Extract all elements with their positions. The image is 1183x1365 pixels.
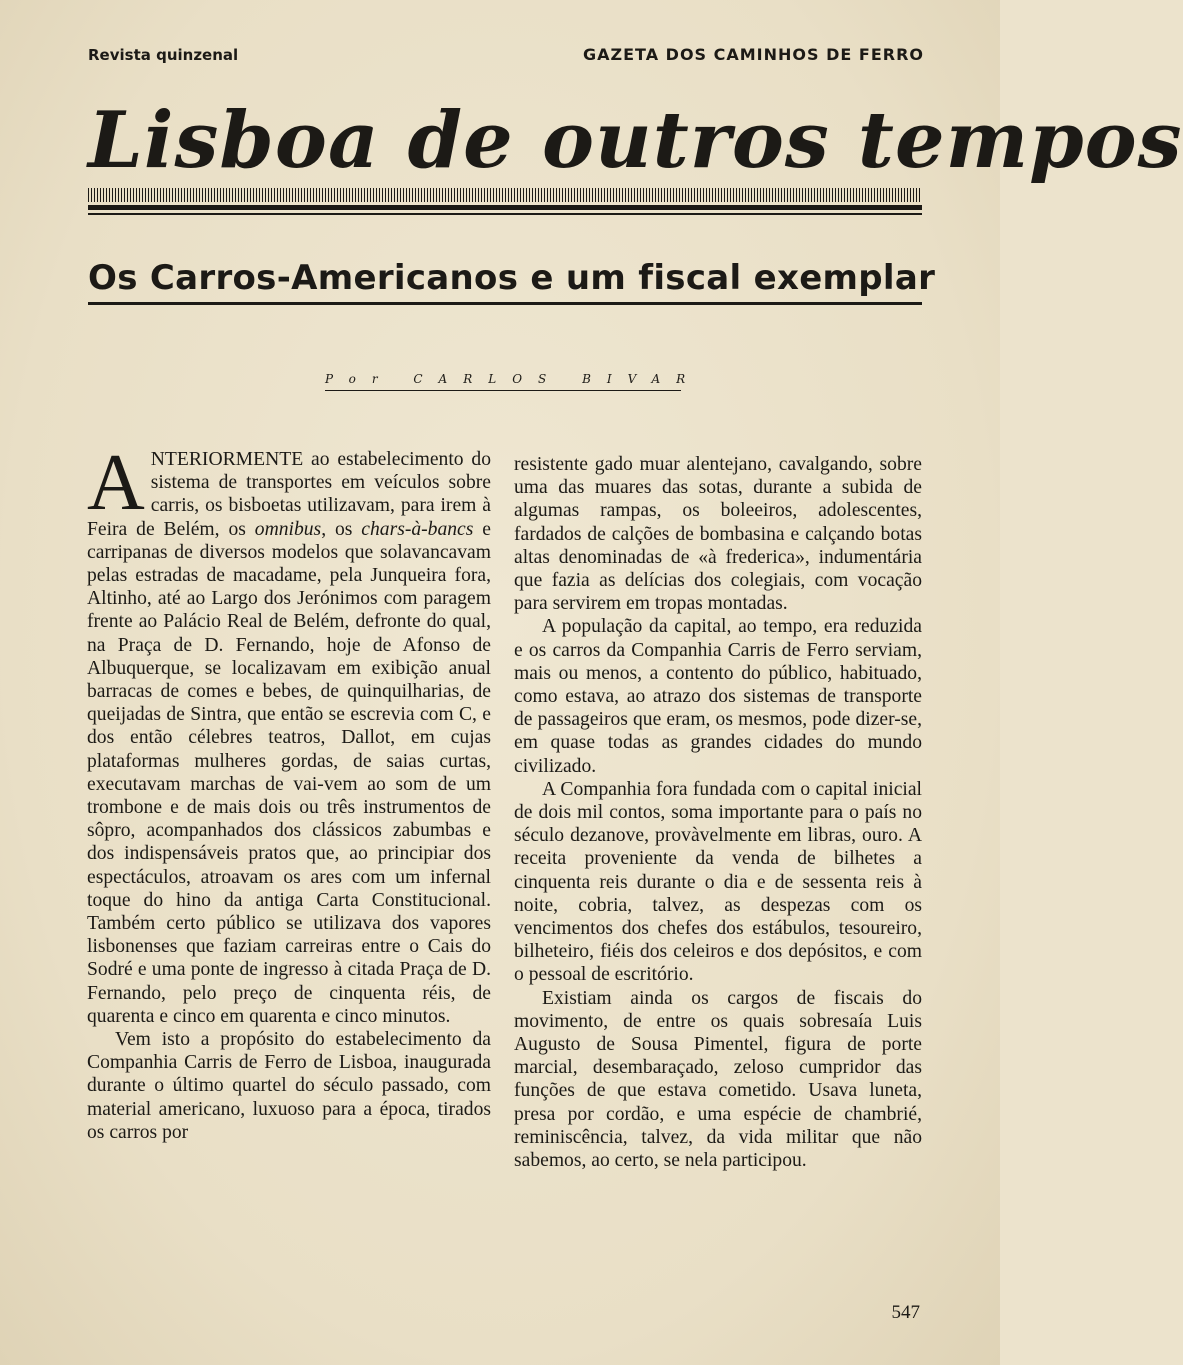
page-number: 547: [891, 1302, 920, 1323]
paragraph: Vem isto a propósito do estabelecimento da Companhia Carris de Ferro de Lisboa, inaugurada durante o último quartel do século passado, com material americano, luxuoso para a época, tirados os carros por: [87, 1029, 491, 1143]
drop-cap: A: [87, 439, 145, 527]
paragraph-text: e carripanas de diversos modelos que solavancavam pelas estradas de macadame, pela Junqueira fora, Altinho, até ao Largo dos Jerónimos com paragem frente ao Palácio Real de Belém, defronte do qual, na Praça de D. Fernando, hoje de Afonso de Albuquerque, se localizavam em exibição anual barracas de comes e bebes, de quinquilharias, de queijadas de Sintra, que então se escrevia com C, e dos então célebres teatros, Dallot, em cujas plataformas mulheres gordas, de saias curtas, executavam marchas de vai-vem ao som de um trombone e de mais dois ou três instrumentos de sôpro, acompanhados dos clássicos zabumbas e dos indispensáveis pratos que, ao principiar dos espectáculos, atroavam os ares com um infernal toque do hino da antiga Carta Constitucional. Também certo público se utilizava dos vapores lisbonenses que faziam carreiras entre o Cais do Sodré e uma ponte de ingresso à citada Praça de D. Fernando, pelo preço de cinquenta réis, de quarenta e cinco em quarenta e cinco minutos.: [87, 518, 491, 1027]
italic-term: chars-à-bancs: [361, 518, 474, 540]
title-thick-rule: [88, 205, 922, 210]
italic-term: omnibus: [254, 518, 322, 540]
byline-rule: [325, 390, 681, 391]
title-thin-rule: [88, 213, 922, 215]
paragraph-text: , os: [321, 518, 362, 540]
subtitle-rule: [88, 302, 922, 305]
article-subtitle: Os Carros-Americanos e um fiscal exemplar: [88, 258, 936, 298]
running-header-right: GAZETA DOS CAMINHOS DE FERRO: [582, 45, 924, 64]
lead-word: NTERIORMENTE: [150, 449, 304, 470]
title-hatch-rule: [88, 188, 922, 202]
byline: Por CARLOS BIVAR: [325, 372, 702, 386]
paragraph: [87, 439, 491, 1028]
page-title: Lisboa de outros tempos: [88, 95, 1183, 186]
paragraph: A população da capital, ao tempo, era reduzida e os carros da Companhia Carris de Ferro serviam, mais ou menos, a contento do público, habituado, como estava, ao atrazo dos sistemas de transporte de passageiros que eram, os mesmos, pode dizer-se, em quase todas as grandes cidades do mundo civilizado.: [514, 616, 922, 777]
paragraph: A Companhia fora fundada com o capital inicial de dois mil contos, soma importante para o país no século dezanove, provàvelmente em libras, ouro. A receita proveniente da venda de bilhetes a cinquenta reis durante o dia e de sessenta reis à noite, cobria, talvez, as despezas com os vencimentos dos chefes dos estábulos, tesoureiro, bilheteiro, fiéis dos celeiros e dos depósitos, e com o pessoal de escritório.: [514, 778, 922, 986]
article-column-right: [514, 453, 922, 1172]
article-column-left: [87, 439, 491, 1144]
paragraph-text: ao estabelecimento do sistema de transportes em veículos sobre carris, os bisboetas utilizavam, para irem à Feira de Belém, os: [87, 449, 491, 540]
running-header-left: Revista quinzenal: [88, 46, 239, 64]
paragraph: resistente gado muar alentejano, cavalgando, sobre uma das muares das sotas, durante a subida de algumas rampas, os boleeiros, adolescentes, fardados de calções de bombasina e calçando botas altas denominadas de «à frederica», indumentária que fazia as delícias dos colegiais, com vocação para servirem em tropas montadas.: [514, 454, 922, 615]
paragraph: Existiam ainda os cargos de fiscais do movimento, de entre os quais sobresaía Luis Augusto de Sousa Pimentel, figura de porte marcial, desembaraçado, zeloso cumpridor das funções de que estava cometido. Usava luneta, presa por cordão, e uma espécie de chambrié, reminiscência, talvez, da vida militar que não sabemos, ao certo, se nela participou.: [514, 987, 922, 1172]
